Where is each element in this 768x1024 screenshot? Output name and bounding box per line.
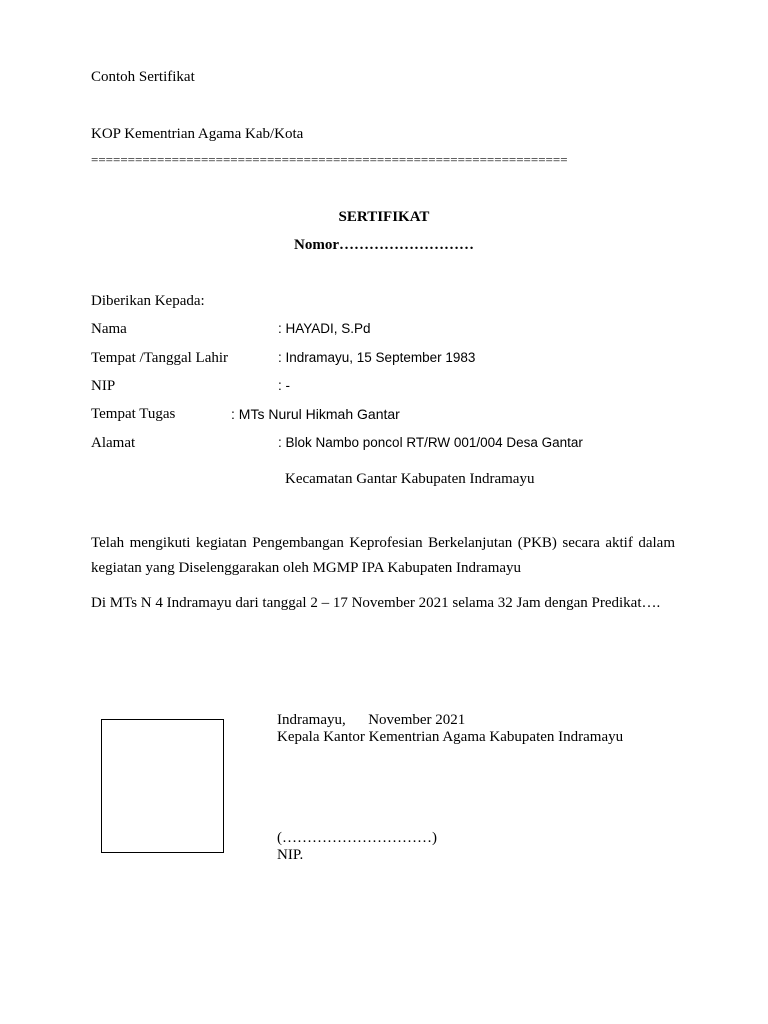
field-label-address: Alamat bbox=[91, 435, 136, 451]
given-to-label: Diberikan Kepada: bbox=[91, 293, 205, 309]
field-value-workplace: : MTs Nurul Hikmah Gantar bbox=[231, 406, 400, 422]
field-value-nip: : - bbox=[278, 378, 290, 393]
field-label-nama: Nama bbox=[91, 321, 127, 337]
field-label-workplace: Tempat Tugas bbox=[91, 406, 176, 422]
body-paragraph-1: Telah mengikuti kegiatan Pengembangan Keprofesian Berkelanjutan (PKB) secara aktif dalam kegiatan yang Diselenggarakan oleh MGMP IPA Kabupaten Indramayu bbox=[91, 535, 675, 576]
field-value-address: : Blok Nambo poncol RT/RW 001/004 Desa Gantar bbox=[278, 435, 583, 450]
photo-placeholder-box bbox=[101, 719, 224, 853]
example-label: Contoh Sertifikat bbox=[91, 69, 195, 85]
certificate-number: Nomor……………………… bbox=[294, 237, 474, 253]
field-value-nama: : HAYADI, S.Pd bbox=[278, 321, 371, 336]
signature-nip: NIP. bbox=[277, 847, 304, 863]
body-paragraph-2: Di MTs N 4 Indramayu dari tanggal 2 – 17 November 2021 selama 32 Jam dengan Predikat…. bbox=[91, 595, 661, 611]
field-label-birth: Tempat /Tanggal Lahir bbox=[91, 350, 229, 366]
signature-position: Kepala Kantor Kementrian Agama Kabupaten Indramayu bbox=[277, 729, 624, 745]
kop-header: KOP Kementrian Agama Kab/Kota bbox=[91, 126, 304, 142]
certificate-title: SERTIFIKAT bbox=[338, 209, 430, 225]
field-label-nip: NIP bbox=[91, 378, 116, 394]
field-value-birth: : Indramayu, 15 September 1983 bbox=[278, 350, 476, 365]
signature-place-date: Indramayu, November 2021 bbox=[277, 712, 466, 728]
header-separator: ================================================================= bbox=[91, 152, 568, 167]
address-line-2: Kecamatan Gantar Kabupaten Indramayu bbox=[285, 471, 535, 487]
signature-name-placeholder: (…………………………) bbox=[277, 830, 437, 846]
